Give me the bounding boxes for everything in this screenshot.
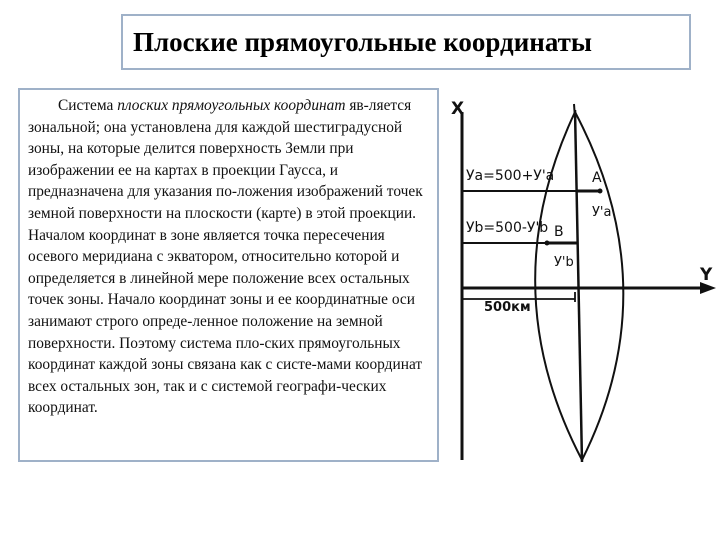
point-a-label: A xyxy=(592,170,602,186)
zone-boundary-right xyxy=(575,112,623,460)
intro-prefix: Система xyxy=(58,97,118,114)
point-b-marker xyxy=(545,241,550,246)
offset-b-label: У'b xyxy=(554,255,574,270)
point-b-label: B xyxy=(554,224,564,240)
coordinate-zone-diagram xyxy=(442,92,718,462)
intro-rest: яв-ляется зональной; она установлена для каждой шестиградусной зоны, на которые делится поверхность Земли при изображении ее на картах в проекции Гаусса, и предназначена для указания по-ложения изображений точек земной поверхности на плоскости (карте) в этой проекции. xyxy=(28,97,423,222)
slide-title-text: Плоские прямоугольные координаты xyxy=(133,26,592,57)
point-a-marker xyxy=(598,189,603,194)
slide-title xyxy=(121,14,691,70)
meridian-top-tick xyxy=(574,104,575,118)
formula-b: Уb=500-У'b xyxy=(466,220,549,236)
x-axis-label: X xyxy=(451,99,465,119)
distance-label: 500км xyxy=(484,300,531,315)
body-text-box xyxy=(18,88,439,462)
axial-meridian xyxy=(575,110,582,462)
paragraph-origin: Началом координат в зоне является точка пересечения осевого меридиана с экватором, относительно которой и определяется в линейной мере положение всех остальных точек зоны. Начало координат зоны и ее координатные оси занимают строго опреде-ленное положение на земной поверхности. Поэтому система пло-ских прямоугольных координат каждой зоны связана как с систе-мами координат всех остальных зон, так и с системой географи-ческих координат. xyxy=(28,226,423,417)
y-axis-label: Y xyxy=(700,265,713,285)
offset-a-label: У'a xyxy=(592,205,612,220)
formula-a: Уa=500+У'a xyxy=(466,168,555,184)
intro-italic-term: плоских прямоугольных координат xyxy=(117,97,346,114)
paragraph-intro xyxy=(28,95,437,225)
